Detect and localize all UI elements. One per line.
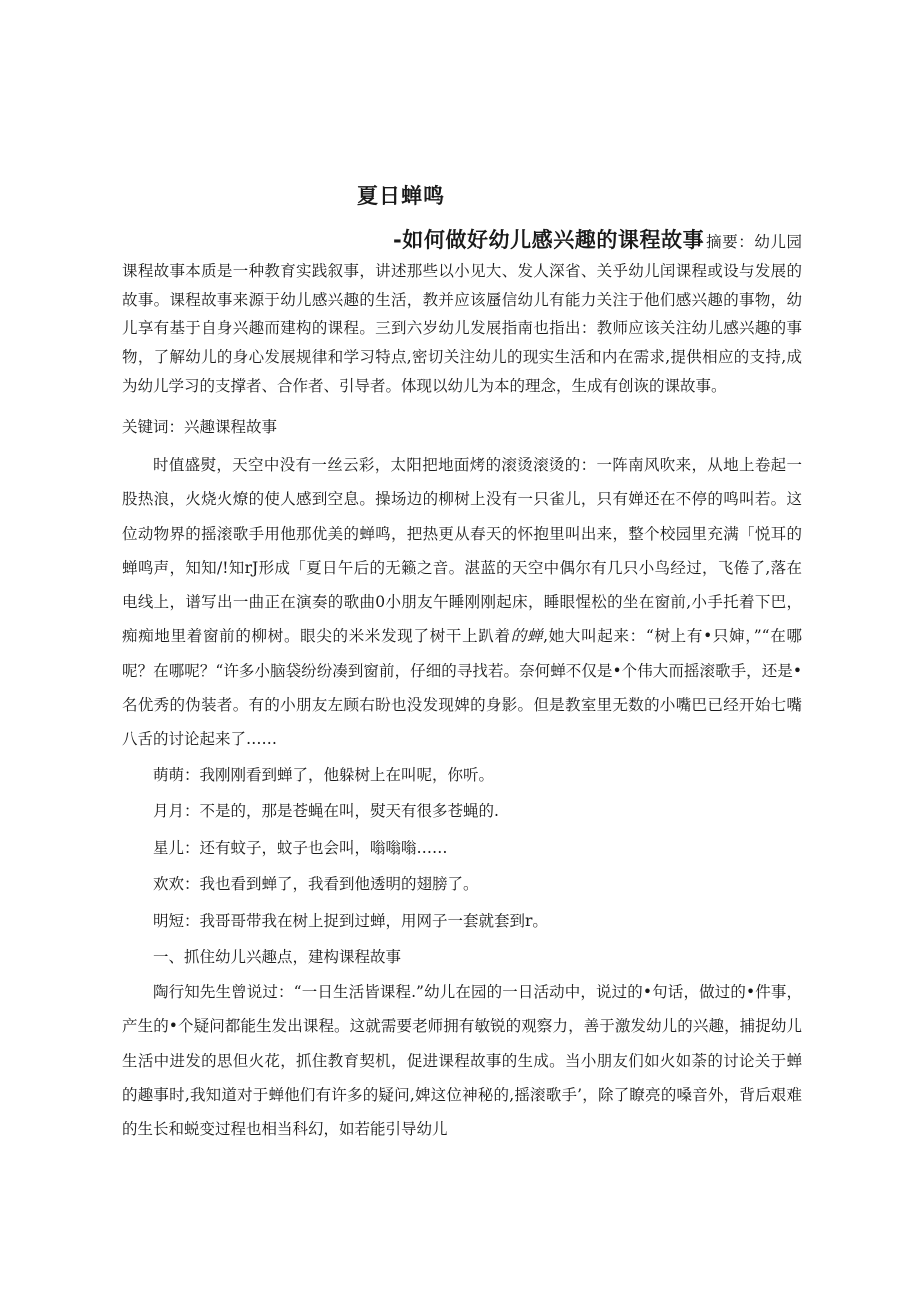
dialog-line: 欢欢：我也看到蝉了，我看到他透明的翅膀了。	[153, 875, 479, 894]
dialog-line: 星儿：还有蚊子，蚊子也会叫，嗡嗡嗡……	[153, 838, 448, 857]
subtitle-and-abstract	[122, 226, 802, 401]
dialog-line: 萌萌：我刚刚看到蝉了，他躲树上在叫呢，你听。	[153, 765, 495, 784]
body-paragraph	[122, 448, 802, 757]
abstract-text: 幼儿园课程故事本质是一种教育实践叙事，讲述那些以小见大、发人深省、关乎幼儿闰课程或设与发展的故事。课程故事来源于幼儿感兴趣的生活，教并应该蜃信幼儿有能力关注于他们感兴趣的事物，幼儿享有基于自身兴趣而建构的课程。三到六岁幼儿发展指南也指出：教师应该关注幼儿感兴趣的事物，了解幼儿的身心发展规律和学习特点,密切关注幼儿的现实生活和内在需求,提供相应的支持,成为幼儿学习的支撑者、合作者、引导者。体现以幼儿为本的理念，生成有创诙的课故事。	[122, 233, 802, 395]
emphasized-text: 的蝉	[510, 627, 544, 646]
body-paragraph: 陶行知先生曾说过：“一日生活皆课程.”幼儿在园的一日活动中，说过的•句话，做过的•件事，产生的•个疑问都能生发出课程。这就需要老师拥有敏锐的观察力，善于激发幼儿的兴趣，捕捉幼儿生活中进发的思但火花，抓住教育契机，促进课程故事的生成。当小朋友们如火如荼的讨论关于蝉的趣事时,我知道对于蝉他们有许多的疑问,婢这位神秘的,摇滚歌手’，除了瞭亮的嗓音外，背后艰难的生长和蜕变过程也相当科幻，如若能引导幼儿	[122, 983, 802, 1139]
document-subtitle: -如何做好幼儿感兴趣的课程故事	[393, 228, 705, 252]
paragraph-text: ,她大叫起来：“树上有•只婶，”“在哪呢？在哪呢？“许多小脑袋纷纷凑到窗前，仔细的寻找若。奈何蝉不仅是•个伟大而摇滚歌手，还是•名优秀的伪装者。有的小朋友左顾右盼也没发现婢的身影。但是教室里无数的小嘴巴已经开始七嘴八舌的讨论起来了……	[122, 627, 802, 749]
document-body	[122, 448, 802, 1147]
keywords-line: 关键词：兴趣课程故事	[122, 418, 278, 436]
dialog-line: 月月：不是的，那是苍蝇在叫，熨天有很多苍蝇的.	[153, 802, 499, 821]
document-title: 夏日蝉鸣	[357, 184, 445, 208]
paragraph-text: 时值盛熨，天空中没有一丝云彩，太阳把地面烤的滚烫滚烫的：一阵南风吹来，从地上卷起一股热浪，火烧火燎的使人感到空息。操场边的柳树上没有一只雀儿，只有婵还在不停的鸣叫若。这位动物界的摇滚歌手用他那优美的蝉鸣，把热更从春天的怀抱里叫出来，整个校园里充满「悦耳的蝉鸣声，知知/!知rJ形成「夏日午后的无籁之音。湛蓝的天空中偶尔有几只小鸟经过，飞倦了,落在电线上，谱写出一曲正在演奏的歌曲0小朋友午睡刚刚起床，睡眼惺松的坐在窗前,小手托着下巴，痴痴地里着窗前的柳树。眼尖的米米发现了树干上趴着	[122, 456, 802, 646]
section-heading: 一、抓住幼儿兴趣点，建构课程故事	[153, 948, 402, 967]
dialog-line: 明短：我哥哥带我在树上捉到过蝉，用网子一套就套到r。	[153, 911, 548, 930]
abstract-label: 摘要：	[706, 233, 755, 251]
